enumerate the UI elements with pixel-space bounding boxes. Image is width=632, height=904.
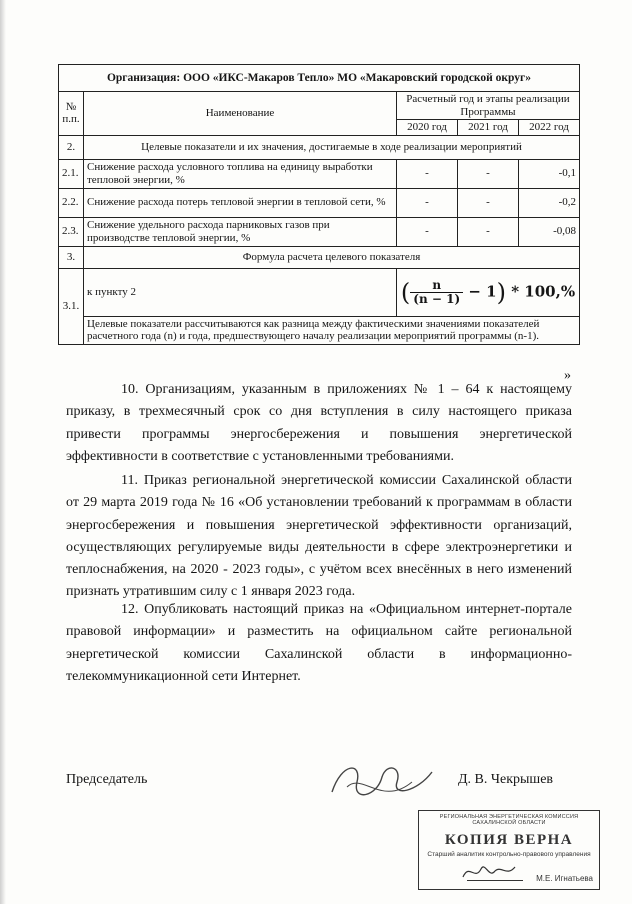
target-indicators-table xyxy=(58,64,580,345)
handwritten-signature xyxy=(322,752,442,812)
paragraph-12: 12. Опубликовать настоящий приказ на «Официальном интернет-портале правовой информации» и разместить на официальном сайте региональной энергетической комиссии Сахалинской области в информационно-телекоммуникационной сети Интернет. xyxy=(66,602,572,684)
paragraph-11: 11. Приказ региональной энергетической комиссии Сахалинской области от 29 марта 2019 года № 16 «Об установлении требований к программам в области энергосбережения и повышения энергетической эффективности организаций, осуществляющих регулируемые виды деятельности в сфере электроэнергетики и теплоснабжения, на 2020 - 2023 годы», с учётом всех внесённых в него изменений признать утратившим силу с 1 января 2023 года. xyxy=(66,473,572,600)
stamp-org: РЕГИОНАЛЬНАЯ ЭНЕРГЕТИЧЕСКАЯ КОМИССИЯ САХАЛИНСКОЙ ОБЛАСТИ xyxy=(439,814,579,826)
section3-title: Формула расчета целевого показателя xyxy=(84,246,580,268)
table-row xyxy=(59,159,580,188)
formula-num: 3.1. xyxy=(59,268,84,344)
formula-fraction xyxy=(410,279,463,306)
table-row xyxy=(59,188,580,217)
formula-cell xyxy=(397,268,580,316)
section3-row xyxy=(59,246,580,268)
row-2020: - xyxy=(397,217,458,246)
formula-row xyxy=(59,268,580,316)
section2-title: Целевые показатели и их значения, достигаемые в ходе реализации мероприятий xyxy=(84,135,580,159)
section2-num: 2. xyxy=(59,135,84,159)
row-2020: - xyxy=(397,159,458,188)
row-2021: - xyxy=(458,159,519,188)
row-2022: -0,2 xyxy=(519,188,580,217)
row-2020: - xyxy=(397,188,458,217)
header-year-2021: 2021 год xyxy=(458,120,519,136)
formula-note: Целевые показатели рассчитываются как разница между фактическими значениями показателей расчетного года (n) и года, предшествующего началу реализации мероприятий программы (n-1). xyxy=(84,316,580,344)
paragraph-10: 10. Организациям, указанным в приложениях № 1 – 64 к настоящему приказу, в трехмесячный срок со дня вступления в силу настоящего приказа привести программы энергосбережения и повышения энергетической эффективности в соответствие с установленными требованиями. xyxy=(66,382,572,464)
stamp-signature xyxy=(459,861,519,883)
header-row xyxy=(59,92,580,120)
row-2021: - xyxy=(458,188,519,217)
row-2022: -0,1 xyxy=(519,159,580,188)
scan-edge-shadow xyxy=(0,0,6,904)
closing-quote: » xyxy=(564,368,571,383)
row-num: 2.3. xyxy=(59,217,84,246)
signature-name: Д. В. Чекрышев xyxy=(458,772,554,787)
header-year-2020: 2020 год xyxy=(397,120,458,136)
org-row xyxy=(59,65,580,92)
header-period: Расчетный год и этапы реализации Программы xyxy=(397,92,580,120)
stamp-title: КОПИЯ ВЕРНА xyxy=(444,832,574,848)
row-name: Снижение расхода условного топлива на единицу выработки тепловой энергии, % xyxy=(84,159,397,188)
stamp-name: М.Е. Игнатьева xyxy=(536,874,593,883)
row-num: 2.2. xyxy=(59,188,84,217)
formula-numerator: n xyxy=(410,279,463,293)
section3-num: 3. xyxy=(59,246,84,268)
header-num: № п.п. xyxy=(59,92,84,136)
formula-minus-one: − 1 xyxy=(468,282,497,300)
header-name: Наименование xyxy=(84,92,397,136)
row-2022: -0,08 xyxy=(519,217,580,246)
formula-note-row xyxy=(59,316,580,344)
table-row xyxy=(59,217,580,246)
header-year-2022: 2022 год xyxy=(519,120,580,136)
org-cell: Организация: ООО «ИКС-Макаров Тепло» МО «Макаровский городской округ» xyxy=(59,65,580,92)
formula-times: * 100,% xyxy=(511,282,576,300)
formula-open-paren: ( xyxy=(400,277,411,306)
copy-certified-stamp xyxy=(418,810,600,890)
section2-row xyxy=(59,135,580,159)
row-name: Снижение расхода потерь тепловой энергии в тепловой сети, % xyxy=(84,188,397,217)
row-num: 2.1. xyxy=(59,159,84,188)
row-name: Снижение удельного расхода парниковых газов при производстве тепловой энергии, % xyxy=(84,217,397,246)
formula-label: к пункту 2 xyxy=(84,268,397,316)
signature-position: Председатель xyxy=(66,772,148,787)
stamp-role: Старший аналитик контрольно-правового управления xyxy=(427,851,591,858)
row-2021: - xyxy=(458,217,519,246)
formula-close-paren: ) xyxy=(496,277,506,306)
formula-denominator: (n − 1) xyxy=(413,291,461,306)
